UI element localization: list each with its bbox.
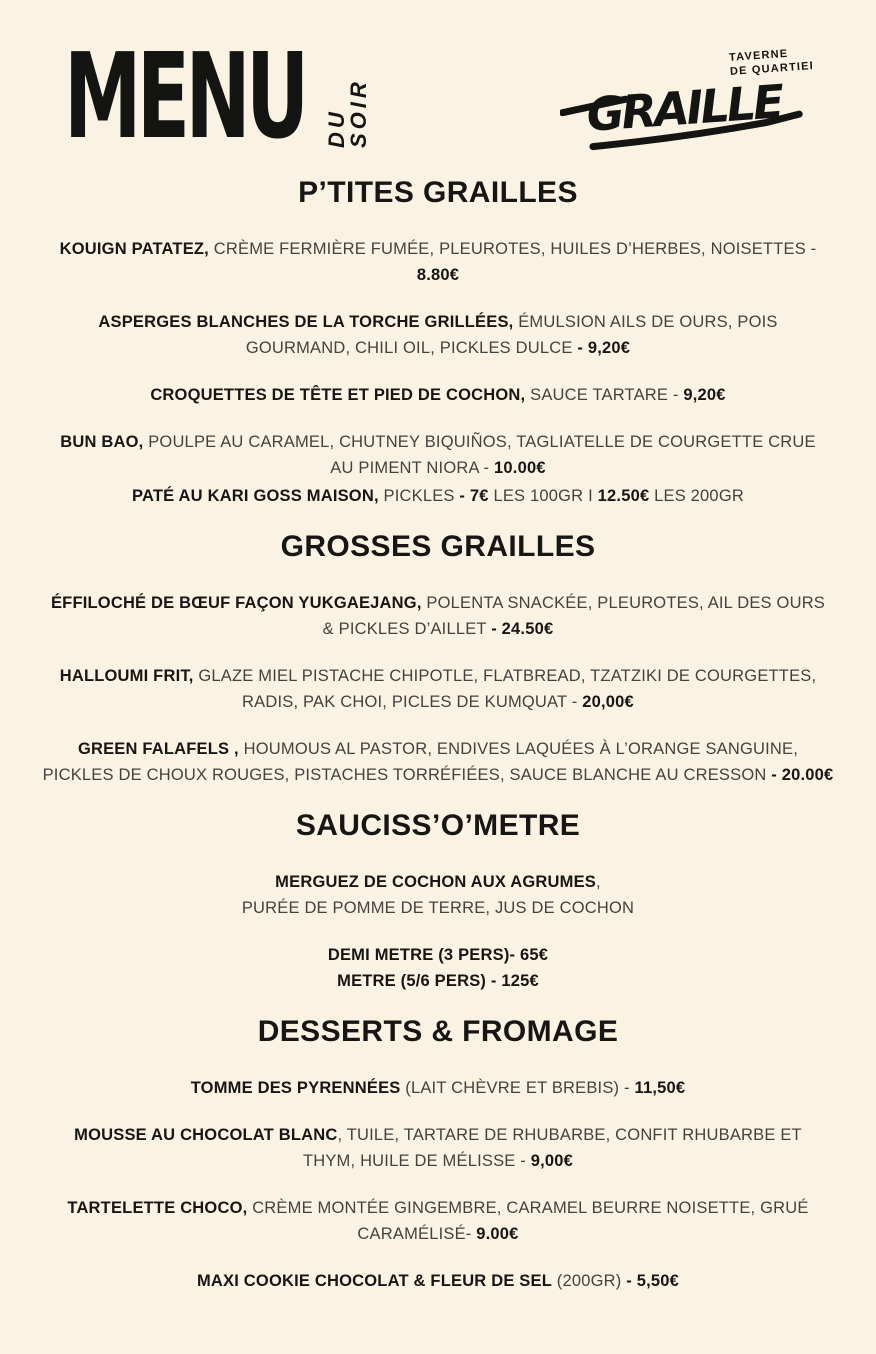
- logo-tagline-line2: DE QUARTIER: [729, 59, 812, 78]
- page-title: MENU: [64, 27, 305, 165]
- menu-item-text: ,: [596, 873, 601, 891]
- menu-item-text: PICKLES: [378, 487, 460, 505]
- menu-item: [28, 1075, 848, 1101]
- menu-item-text: CRÈME MONTÉE GINGEMBRE, CARAMEL BEURRE NOISETTE, GRUÉ: [247, 1199, 809, 1217]
- menu-section: [28, 809, 848, 994]
- menu-item: [28, 309, 848, 361]
- menu-item-emphasis: MAXI COOKIE CHOCOLAT & FLEUR DE SEL: [196, 1272, 552, 1290]
- menu-item-emphasis: ÉFFILOCHÉ DE BŒUF FAÇON YUKGAEJANG,: [50, 594, 422, 612]
- menu-section: [28, 1015, 848, 1294]
- menu-item: [28, 1268, 848, 1294]
- menu-item-text: POLENTA SNACKÉE, PLEUROTES, AIL DES OURS: [421, 594, 826, 612]
- logo-wordmark: GRAILLE: [584, 74, 784, 142]
- menu-item-text: ÉMULSION AILS DE OURS, POIS: [513, 313, 778, 331]
- menu-item-text: PICKLES DE CHOUX ROUGES, PISTACHES TORRÉFIÉES, SAUCE BLANCHE AU CRESSON: [42, 766, 772, 784]
- menu-item-text: HOUMOUS AL PASTOR, ENDIVES LAQUÉES À L’ORANGE SANGUINE,: [238, 740, 799, 758]
- section-title: P’TITES GRAILLES: [298, 176, 578, 209]
- menu-item-text: PURÉE DE POMME DE TERRE, JUS DE COCHON: [241, 899, 635, 917]
- menu-item-emphasis: - 5,50€: [626, 1272, 680, 1290]
- menu-item-emphasis: DEMI METRE (3 PERS)- 65€: [327, 946, 549, 964]
- menu-item-text: , TUILE, TARTARE DE RHUBARBE, CONFIT RHUBARBE ET: [337, 1126, 802, 1144]
- menu-item-emphasis: 9.00€: [476, 1225, 519, 1243]
- menu-item-text: GLAZE MIEL PISTACHE CHIPOTLE, FLATBREAD, TZATZIKI DE COURGETTES,: [193, 667, 817, 685]
- page-subtitle: DU SOIR: [324, 78, 371, 148]
- menu-item-text: LES 100GR I: [488, 487, 598, 505]
- menu-item: [28, 590, 848, 642]
- menu-item-text: LES 200GR: [649, 487, 744, 505]
- menu-item-text: RADIS, PAK CHOI, PICLES DE KUMQUAT -: [242, 693, 583, 711]
- menu-item-emphasis: TOMME DES PYRENNÉES: [190, 1079, 401, 1097]
- menu-item-emphasis: TARTELETTE CHOCO,: [67, 1199, 248, 1217]
- section-title: GROSSES GRAILLES: [280, 530, 596, 563]
- menu-item: [28, 736, 848, 788]
- menu-item-emphasis: METRE (5/6 PERS) - 125€: [337, 972, 539, 990]
- menu-item-emphasis: 9,20€: [683, 386, 726, 404]
- section-title: SAUCISS’O’METRE: [295, 809, 581, 842]
- menu-item-emphasis: HALLOUMI FRIT,: [59, 667, 194, 685]
- menu-item-text: CRÈME FERMIÈRE FUMÉE, PLEUROTES, HUILES D’HERBES, NOISETTES -: [208, 240, 817, 258]
- menu-item: [28, 429, 848, 481]
- menu-item-emphasis: - 20.00€: [771, 766, 834, 784]
- menu-item-text: THYM, HUILE DE MÉLISSE -: [302, 1152, 531, 1170]
- menu-item-text: & PICKLES D’AILLET: [322, 620, 492, 638]
- menu-item-text: AU PIMENT NIORA -: [330, 459, 495, 477]
- header: [28, 27, 848, 165]
- menu-item: [28, 869, 848, 921]
- menu-item: [28, 942, 848, 994]
- menu-item-emphasis: MERGUEZ DE COCHON AUX AGRUMES: [275, 873, 597, 891]
- menu-item-text: CARAMÉLISÉ-: [357, 1225, 477, 1243]
- graille-logo-icon: [560, 48, 812, 154]
- menu-item-emphasis: MOUSSE AU CHOCOLAT BLANC: [74, 1126, 338, 1144]
- menu-item: [28, 663, 848, 715]
- menu-item-emphasis: 20,00€: [582, 693, 634, 711]
- menu-item-emphasis: - 24.50€: [491, 620, 554, 638]
- menu-item: [28, 382, 848, 408]
- menu-item-emphasis: KOUIGN PATATEZ,: [59, 240, 209, 258]
- menu-item-text: (LAIT CHÈVRE ET BREBIS) -: [400, 1079, 635, 1097]
- menu-item: [28, 1122, 848, 1174]
- logo-tagline-line1: TAVERNE: [728, 48, 789, 64]
- menu-title-block: [64, 27, 371, 165]
- menu-item: [28, 483, 848, 509]
- menu-item-text: GOURMAND, CHILI OIL, PICKLES DULCE: [245, 339, 578, 357]
- menu-sections: [28, 176, 848, 1294]
- menu-section: [28, 530, 848, 788]
- menu-item-emphasis: 9,00€: [530, 1152, 574, 1170]
- menu-item: [28, 1195, 848, 1247]
- menu-item-emphasis: CROQUETTES DE TÊTE ET PIED DE COCHON,: [150, 386, 526, 404]
- menu-item-emphasis: PATÉ AU KARI GOSS MAISON,: [132, 487, 379, 505]
- menu-title-wrap: [64, 27, 316, 165]
- menu-item-emphasis: - 9,20€: [577, 339, 631, 357]
- menu-item: [28, 236, 848, 288]
- menu-item-emphasis: 10.00€: [494, 459, 546, 477]
- menu-section: [28, 176, 848, 509]
- menu-item-emphasis: BUN BAO,: [60, 433, 144, 451]
- menu-item-emphasis: GREEN FALAFELS ,: [77, 740, 239, 758]
- menu-item-emphasis: 11,50€: [634, 1079, 686, 1097]
- menu-item-text: SAUCE TARTARE -: [525, 386, 684, 404]
- menu-item-emphasis: ASPERGES BLANCHES DE LA TORCHE GRILLÉES,: [98, 313, 514, 331]
- menu-item-text: (200GR): [552, 1272, 627, 1290]
- menu-item-emphasis: 8.80€: [416, 266, 460, 284]
- menu-item-emphasis: 12.50€: [597, 487, 650, 505]
- menu-item-emphasis: - 7€: [459, 487, 489, 505]
- section-title: DESSERTS & FROMAGE: [257, 1015, 619, 1048]
- restaurant-logo: [560, 48, 812, 159]
- menu-item-text: POULPE AU CARAMEL, CHUTNEY BIQUIÑOS, TAGLIATELLE DE COURGETTE CRUE: [143, 433, 816, 451]
